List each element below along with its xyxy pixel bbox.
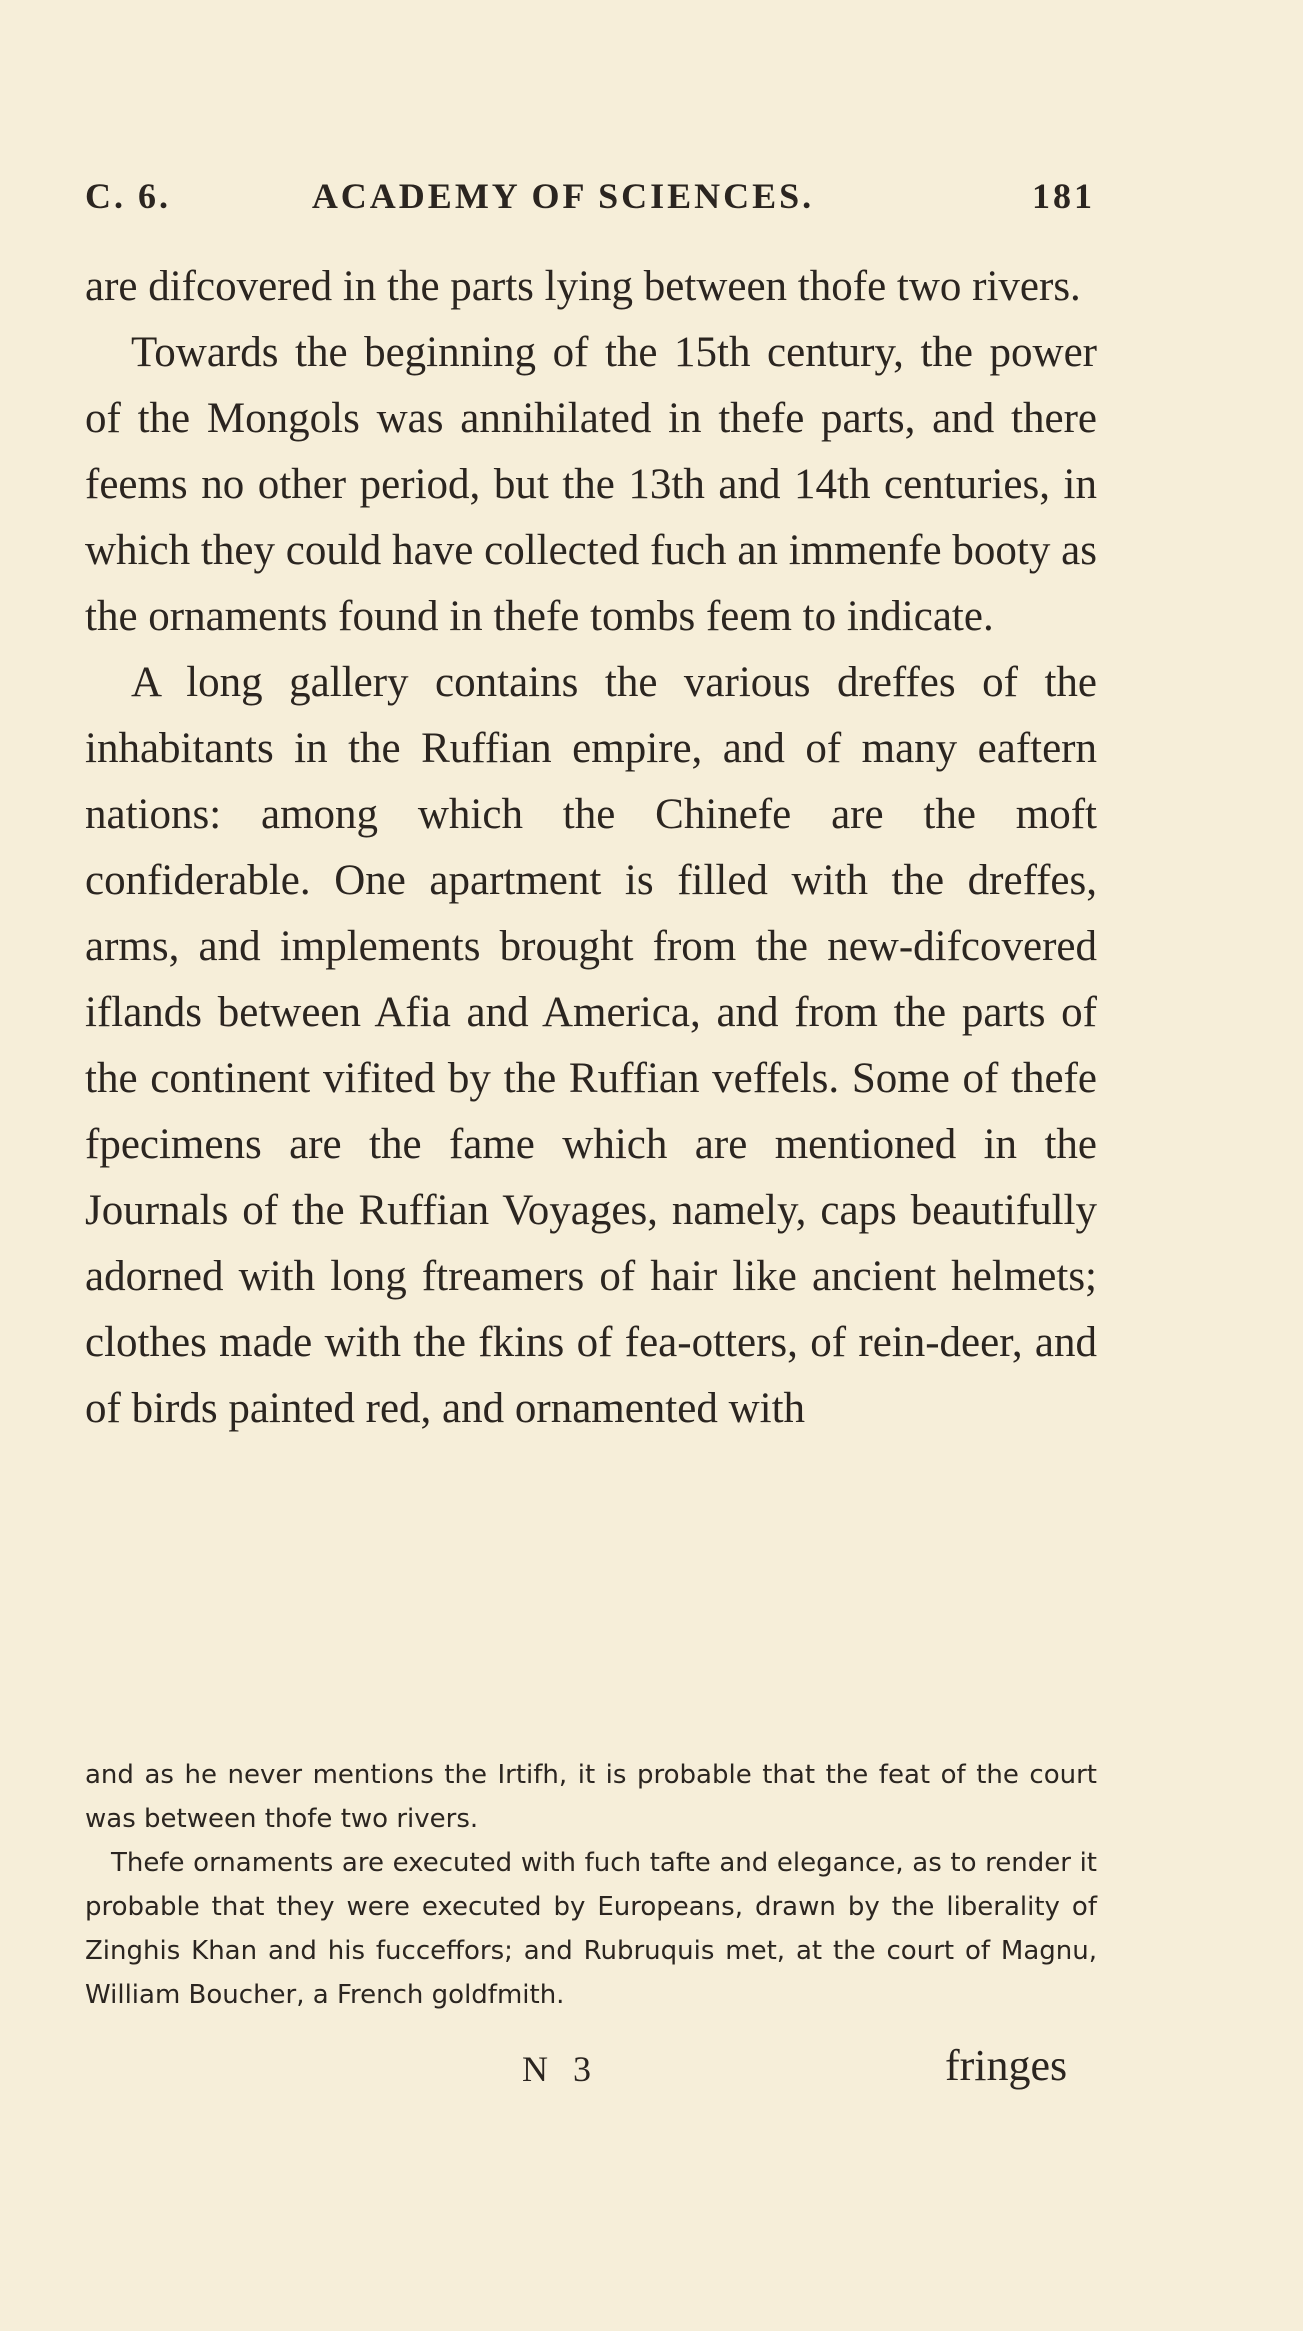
running-head: [85, 175, 1095, 231]
paragraph-3: A long gallery contains the various dreffes of the inhabitants in the Ruffian empire, and of many eaftern nations: among which the Chinefe are the moft confiderable. One apartment is filled with the dreffes, arms, and implements brought from the new-difcovered iflands between Afia and America, and from the parts of the continent vifited by the Ruffian veffels. Some of thefe fpecimens are the fame which are mentioned in the Journals of the Ruffian Voyages, namely, caps beautifully adorned with long ftreamers of hair like ancient helmets; clothes made with the fkins of fea-otters, of rein-deer, and of birds painted red, and ornamented with: [85, 659, 1097, 1432]
paragraph-1: are difcovered in the parts lying between thofe two rivers.: [85, 263, 1081, 310]
footnote-2: Thefe ornaments are executed with fuch tafte and elegance, as to render it probable that they were executed by Europeans, drawn by the liberality of Zinghis Khan and his fucceffors; and Rubruquis met, at the court of Magnu, William Boucher, a French goldfmith.: [85, 1848, 1097, 2010]
catchword: fringes: [945, 2041, 1068, 2090]
signature-mark: N 3: [522, 2049, 599, 2089]
paragraph-2: Towards the beginning of the 15th century, the power of the Mongols was annihilated in thefe parts, and there feems no other period, but the 13th and 14th centuries, in which they could have collected fuch an immenfe booty as the ornaments found in thefe tombs feem to indicate.: [85, 329, 1097, 640]
main-text: [85, 254, 1097, 1442]
footnote-1: and as he never mentions the Irtifh, it is probable that the feat of the court was between thofe two rivers.: [85, 1760, 1097, 1834]
page-number: 181: [1032, 176, 1095, 216]
footnotes: [85, 1753, 1097, 2017]
running-title: ACADEMY OF SCIENCES.: [311, 176, 815, 216]
chapter-label: C. 6.: [85, 176, 171, 216]
